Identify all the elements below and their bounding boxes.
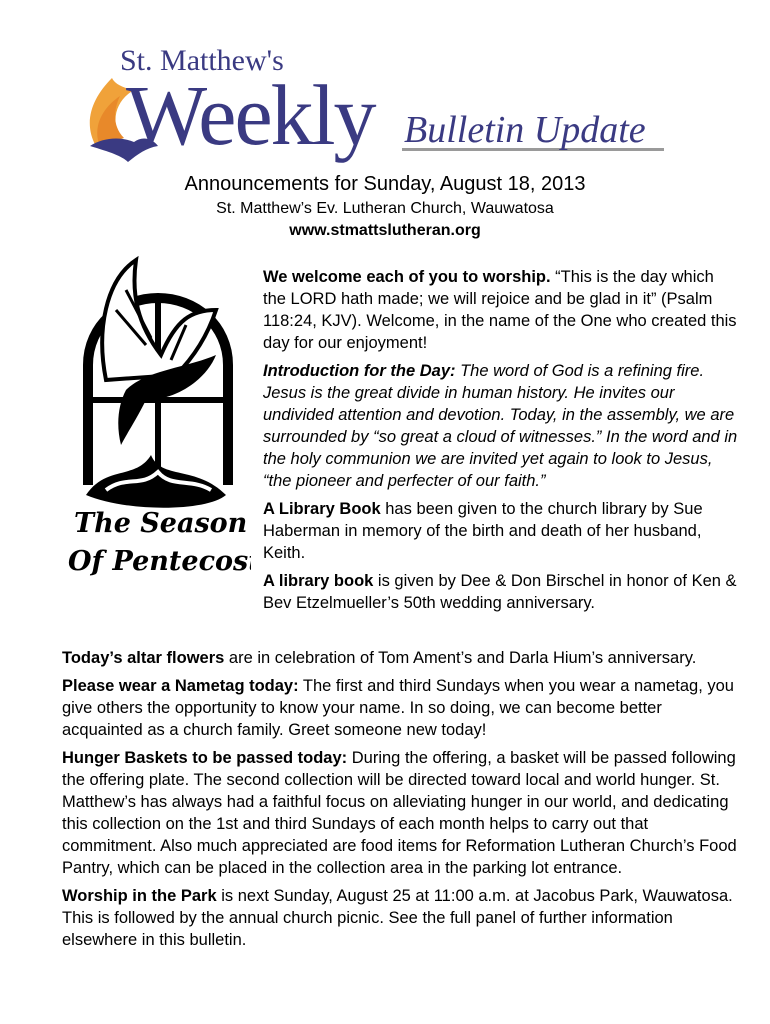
announcement-text: is next Sunday, August 25 at 11:00 a.m. at Jacobus Park, Wauwatosa. This is followed by the annual church picnic. See the full panel of further information elsewhere in this bulletin. — [62, 887, 733, 949]
announcement — [62, 647, 740, 669]
art-caption-line1: The Season — [74, 508, 248, 539]
announcement-lead: Please wear a Nametag today: — [62, 677, 299, 695]
announcement — [263, 266, 738, 354]
masthead-line3: Bulletin Update — [404, 109, 646, 151]
announcement — [263, 360, 738, 492]
church-name: St. Matthew’s Ev. Lutheran Church, Wauwatosa — [216, 200, 554, 217]
announcement — [62, 885, 740, 951]
page-title: Announcements for Sunday, August 18, 2013 — [184, 173, 586, 195]
announcement — [263, 498, 738, 564]
right-column — [263, 266, 738, 620]
announcement-text: During the offering, a basket will be passed following the offering plate. The second collection will be directed toward local and world hunger. St. Matthew’s has always had a faithful focus on alleviating hunger in our world, and dedicating this collection on the 1st and third Sundays of each month helps to carry out that commitment. Also much appreciated are food items for Reformation Lutheran Church’s Food Pantry, which can be placed in the collection area in the parking lot entrance. — [62, 749, 737, 877]
art-caption-line2: Of Pentecost — [68, 546, 251, 577]
announcement-text: has been given to the church library by Sue Haberman in memory of the birth and death of her husband, Keith. — [263, 500, 703, 562]
announcement — [62, 747, 740, 879]
announcement-lead: A Library Book — [263, 500, 381, 518]
announcement-lead: A library book — [263, 572, 374, 590]
announcement-text: are in celebration of Tom Ament’s and Darla Hium’s anniversary. — [224, 649, 697, 667]
announcement-text: The word of God is a refining fire. Jesus is the great divide in human history. He invites our undivided attention and devotion. Today, in the assembly, we are surrounded by “so great a cloud of witnesses.” In the word and in the holy communion we are invited yet again to look to Jesus, “the pioneer and perfecter of our faith.” — [263, 362, 738, 490]
announcement — [263, 570, 738, 614]
announcement-lead: Today’s altar flowers — [62, 649, 225, 667]
masthead-line1: St. Matthew's — [120, 44, 284, 77]
flame-icon — [86, 455, 226, 508]
masthead-line2: Weekly — [126, 67, 375, 163]
announcement-lead: Hunger Baskets to be passed today: — [62, 749, 348, 767]
pentecost-artwork — [66, 250, 251, 580]
announcement-text: The first and third Sundays when you wear a nametag, you give others the opportunity to know your name. In so doing, we can become better acquainted as a church family. Greet someone new today! — [62, 677, 734, 739]
full-width-announcements — [62, 647, 740, 957]
announcement-lead: Worship in the Park — [62, 887, 217, 905]
church-url[interactable]: www.stmattslutheran.org — [289, 222, 481, 239]
announcement-text: is given by Dee & Don Birschel in honor of Ken & Bev Etzelmueller’s 50th wedding anniversary. — [263, 572, 737, 612]
announcement-text: “This is the day which the LORD hath made; we will rejoice and be glad in it” (Psalm 118:24, KJV). Welcome, in the name of the One who created this day for our enjoyment! — [263, 268, 737, 352]
announcement — [62, 675, 740, 741]
announcement-lead: Introduction for the Day: — [263, 362, 456, 380]
announcement-lead: We welcome each of you to worship. — [263, 268, 551, 286]
masthead-logo — [72, 38, 672, 168]
